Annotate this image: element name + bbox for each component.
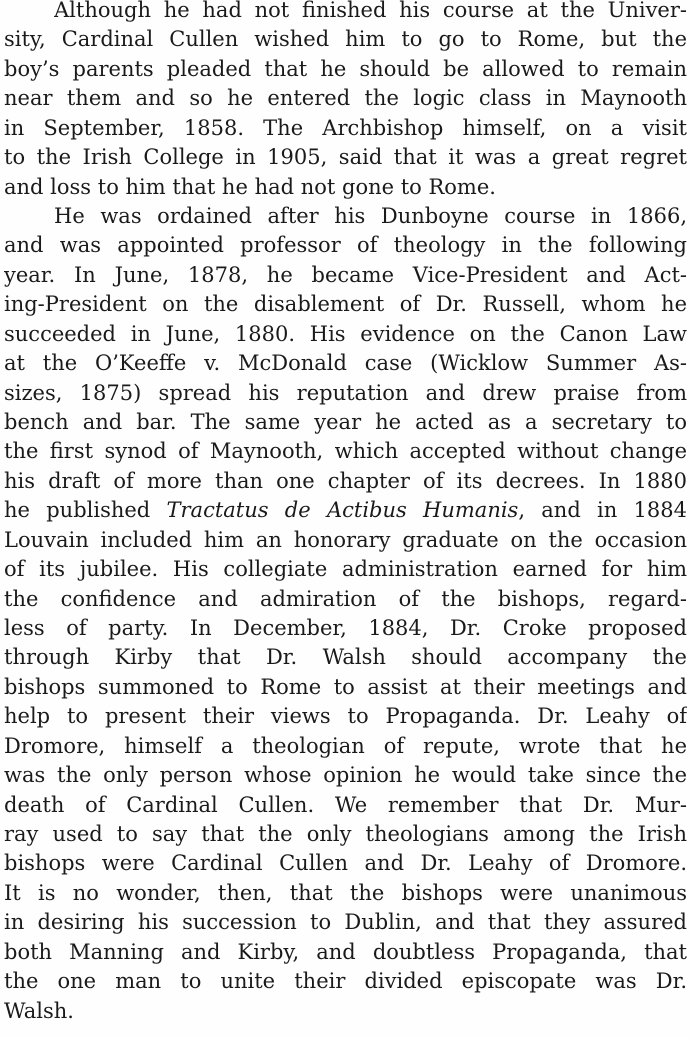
- text-line: and loss to him that he had not gone to Rome.: [4, 174, 496, 199]
- text-line: It is no wonder, then, that the bishops were unanimous: [4, 880, 687, 905]
- text-line: was the only person whose opinion he would take since the: [4, 763, 687, 788]
- text-line: He was ordained after his Dunboyne course in 1866,: [54, 204, 687, 228]
- text-line: the one man to unite their divided episcopate was Dr.: [4, 969, 687, 994]
- text-line: less of party. In December, 1884, Dr. Croke proposed: [4, 616, 687, 640]
- text-line: boy’s parents pleaded that he should be allowed to remain: [4, 56, 687, 81]
- text-line: Louvain included him an honorary graduate on the occasion: [4, 527, 687, 552]
- text-line: near them and so he entered the logic class in Maynooth: [4, 86, 687, 111]
- text-line: of its jubilee. His collegiate administration earned for him: [4, 557, 687, 582]
- text-line: bishops were Cardinal Cullen and Dr. Leahy of Dromore.: [4, 851, 687, 876]
- text-line: ray used to say that the only theologians among the Irish: [4, 822, 687, 846]
- text-line: the first synod of Maynooth, which accepted without change: [4, 439, 687, 464]
- text-line: sity, Cardinal Cullen wished him to go to Rome, but the: [4, 27, 687, 52]
- text-line: bench and bar. The same year he acted as a secretary to: [4, 410, 687, 434]
- text-line: at the O’Keeffe v. McDonald case (Wicklow Summer As-: [4, 351, 687, 376]
- text-line: sizes, 1875) spread his reputation and drew praise from: [4, 380, 687, 405]
- text-line-with-title: [4, 497, 687, 523]
- text-line: Dromore, himself a theologian of repute, wrote that he: [4, 733, 687, 758]
- text-line: his draft of more than one chapter of its decrees. In 1880: [4, 468, 687, 493]
- text-line: both Manning and Kirby, and doubtless Propaganda, that: [4, 939, 687, 964]
- text-line: year. In June, 1878, he became Vice-President and Act-: [4, 262, 687, 287]
- text-line: through Kirby that Dr. Walsh should accompany the: [4, 645, 687, 670]
- text-line: ing-President on the disablement of Dr. Russell, whom he: [4, 292, 687, 317]
- book-title: Tractatus de Actibus Humanis: [166, 498, 519, 523]
- text-line: the confidence and admiration of the bishops, regard-: [4, 586, 687, 611]
- text-fragment: he published: [4, 498, 167, 523]
- text-line: and was appointed professor of theology in the following: [4, 233, 687, 258]
- text-line: Walsh.: [4, 998, 74, 1023]
- text-line: succeeded in June, 1880. His evidence on the Canon Law: [4, 321, 687, 346]
- text-line: Although he had not finished his course at the Univer-: [54, 0, 687, 22]
- text-fragment: , and in 1884: [518, 498, 687, 523]
- text-line: to the Irish College in 1905, said that it was a great regret: [4, 145, 687, 170]
- text-line: in desiring his succession to Dublin, and that they assured: [4, 910, 687, 935]
- text-line: help to present their views to Propaganda. Dr. Leahy of: [4, 704, 687, 729]
- text-line: in September, 1858. The Archbishop himself, on a visit: [4, 115, 687, 140]
- text-line: death of Cardinal Cullen. We remember that Dr. Mur-: [4, 792, 687, 817]
- text-line: bishops summoned to Rome to assist at their meetings and: [4, 674, 687, 699]
